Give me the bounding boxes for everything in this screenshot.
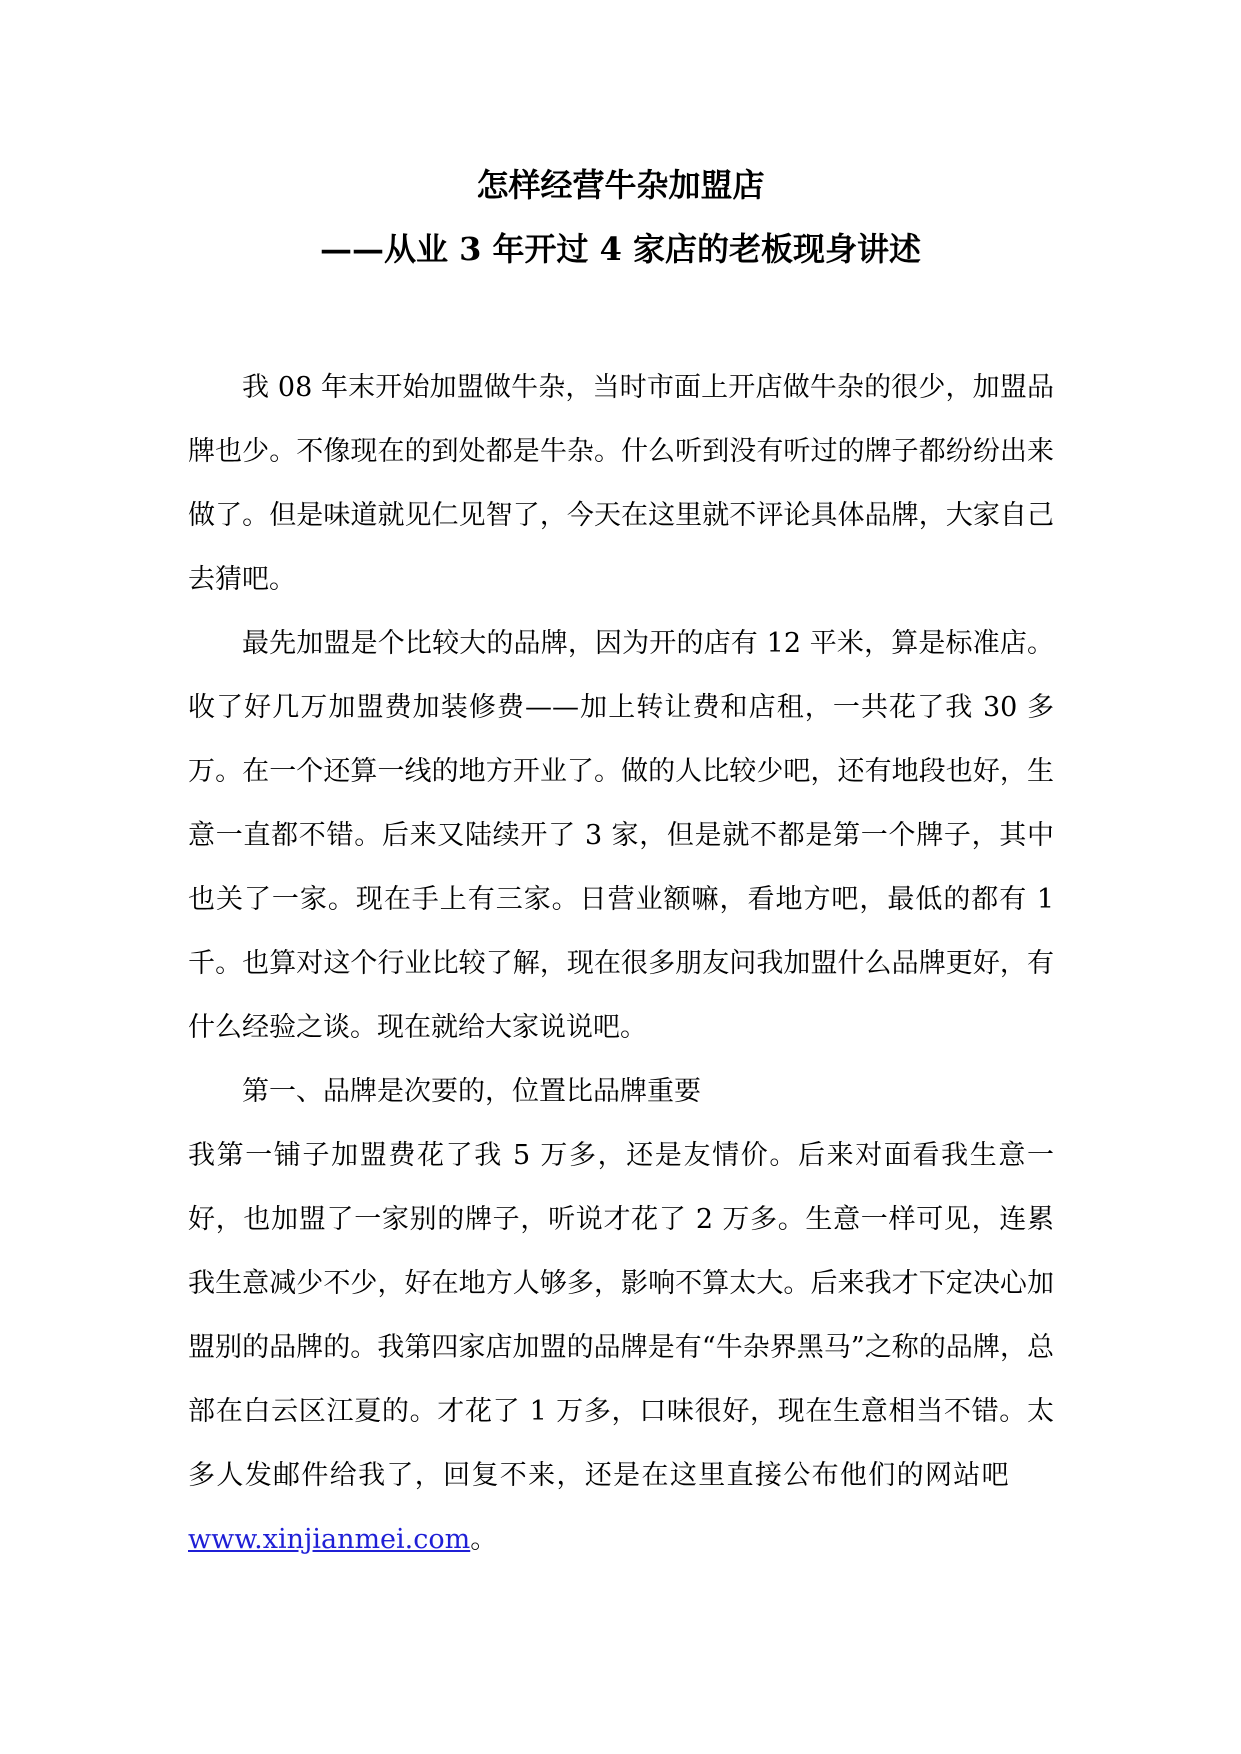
paragraph-location-story: [188, 1124, 1054, 1572]
paragraph-intro: 我 08 年末开始加盟做牛杂，当时市面上开店做牛杂的很少，加盟品牌也少。不像现在的到处都是牛杂。什么听到没有听过的牌子都纷纷出来做了。但是味道就见仁见智了，今天在这里就不评论具体品牌，大家自己去猜吧。: [188, 372, 1054, 595]
document-body: [188, 356, 1054, 1572]
paragraph-end-punctuation: 。: [470, 1524, 498, 1555]
paragraph-location-text: 我第一铺子加盟费花了我 5 万多，还是友情价。后来对面看我生意一好，也加盟了一家别的牌子，听说才花了 2 万多。生意一样可见，连累我生意减少不少，好在地方人够多，影响不算太大。后来我才下定决心加盟别的品牌的。我第四家店加盟的品牌是有“牛杂界黑马”之称的品牌，总部在白云区江夏的。才花了 1 万多，口味很好，现在生意相当不错。太多人发邮件给我了，回复不来，还是在这里直接公布他们的网站吧: [188, 1140, 1054, 1491]
section-heading-first-point: 第一、品牌是次要的，位置比品牌重要: [242, 1076, 701, 1107]
website-link[interactable]: www.xinjianmei.com: [188, 1524, 471, 1555]
document-subtitle: ——从业 3 年开过 4 家店的老板现身讲述: [319, 230, 922, 268]
document-title: 怎样经营牛杂加盟店: [476, 166, 765, 204]
paragraph-first-franchise: 最先加盟是个比较大的品牌，因为开的店有 12 平米，算是标准店。收了好几万加盟费加装修费——加上转让费和店租，一共花了我 30 多万。在一个还算一线的地方开业了。做的人比较少吧，还有地段也好，生意一直都不错。后来又陆续开了 3 家，但是就不都是第一个牌子，其中也关了一家。现在手上有三家。日营业额嘛，看地方吧，最低的都有 1 千。也算对这个行业比较了解，现在很多朋友问我加盟什么品牌更好，有什么经验之谈。现在就给大家说说吧。: [188, 628, 1054, 1043]
